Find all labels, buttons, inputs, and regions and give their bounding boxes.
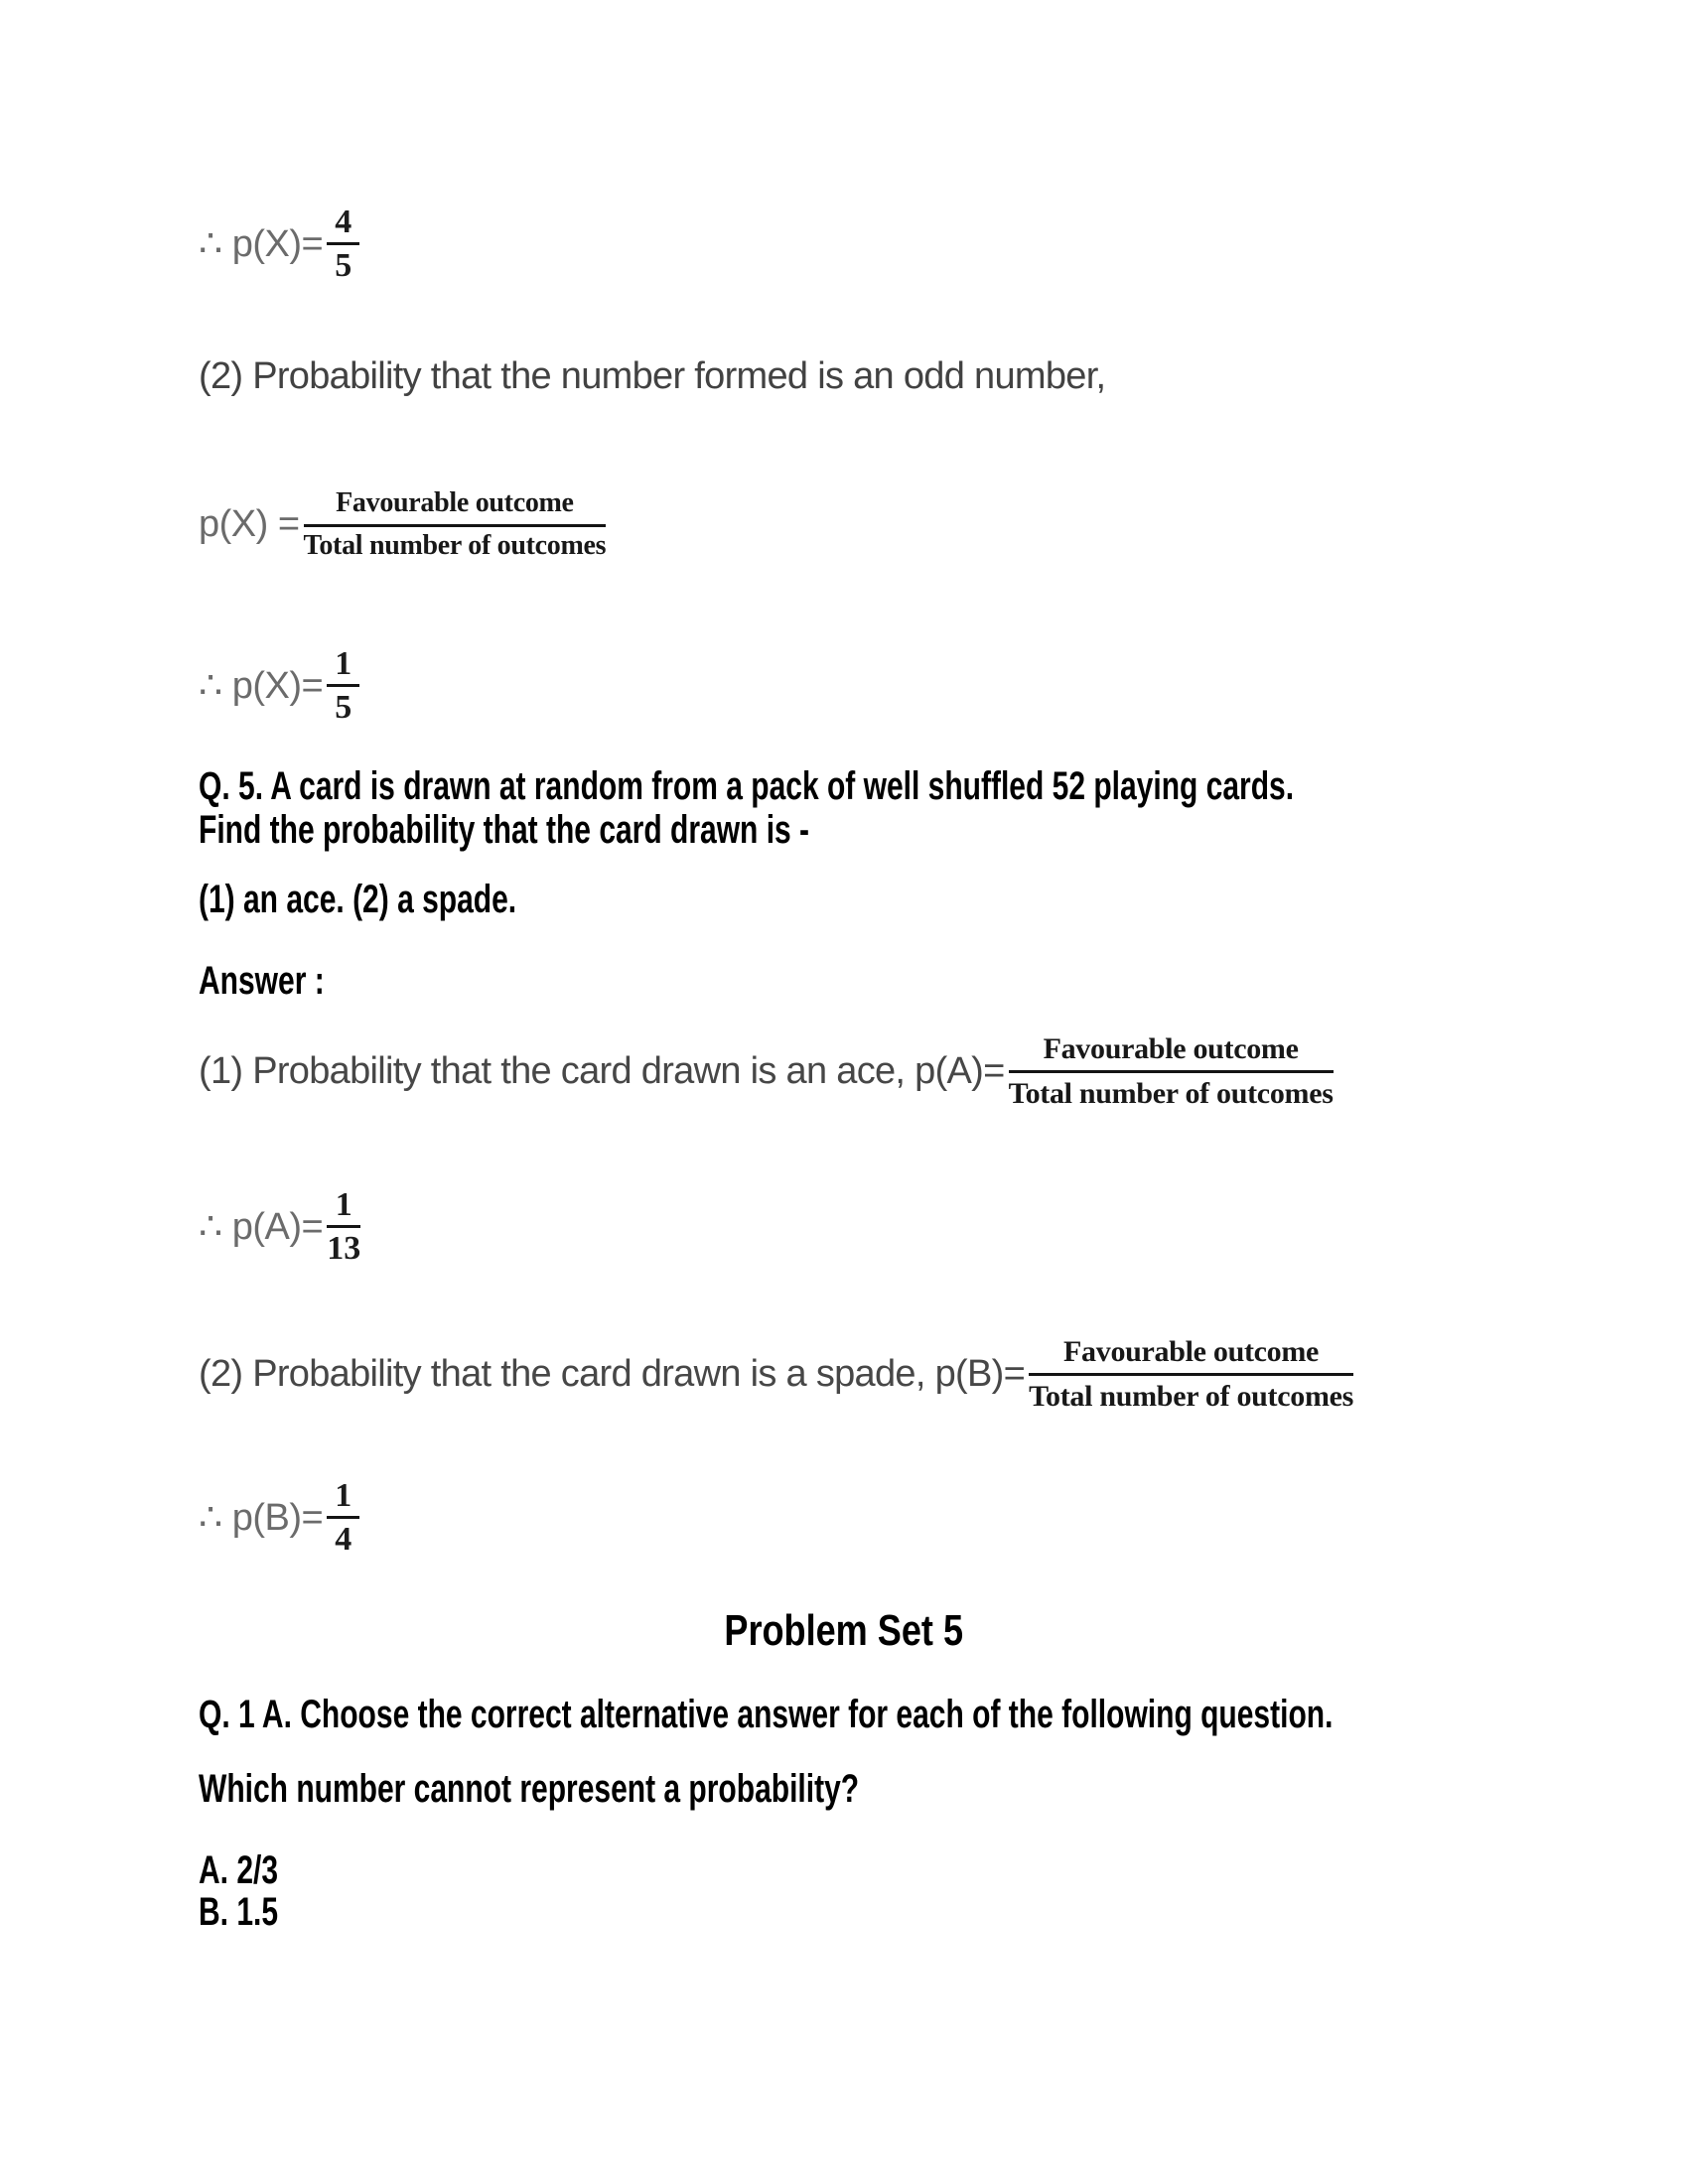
fraction-numerator: Favourable outcome <box>1009 1032 1334 1073</box>
problem-set-question: Which number cannot represent a probability? <box>199 1767 860 1811</box>
question5-line1: Q. 5. A card is drawn at random from a pack of well shuffled 52 playing cards. <box>199 764 1295 808</box>
problem-set-title: Problem Set 5 <box>724 1606 964 1655</box>
equation-prefix: ∴ p(X)= <box>199 665 324 708</box>
fraction-numerator: Favourable outcome <box>304 488 607 527</box>
option-b: B. 1.5 <box>199 1890 279 1934</box>
equation-prefix: ∴ p(B)= <box>199 1497 324 1540</box>
fraction-denominator: 5 <box>335 247 352 285</box>
fraction-numerator: 1 <box>327 1186 360 1228</box>
equation-prefix: p(X) = <box>199 503 300 546</box>
fraction-denominator: Total number of outcomes <box>1008 1077 1334 1110</box>
solution-part2-heading: (2) Probability that the number formed is an odd number, <box>199 355 1106 397</box>
fraction <box>327 1477 359 1559</box>
option-a: A. 2/3 <box>199 1848 279 1892</box>
fraction-numerator: 1 <box>327 1477 359 1519</box>
solution-ace-line <box>199 1032 1334 1110</box>
probability-formula-px <box>199 488 606 562</box>
fraction <box>304 488 607 562</box>
equation-px-result-one-fifth <box>199 645 359 727</box>
equation-pb-result <box>199 1477 359 1559</box>
problem-set-q1a: Q. 1 A. Choose the correct alternative answer for each of the following question. <box>199 1693 1334 1736</box>
fraction-denominator: Total number of outcomes <box>303 529 607 561</box>
solution-ace-text: (1) Probability that the card drawn is an ace, p(A)= <box>199 1049 1005 1092</box>
fraction-denominator: 4 <box>335 1521 352 1559</box>
equation-px-result-four-fifths <box>199 204 359 285</box>
equation-pa-result <box>199 1186 360 1268</box>
solution-spade-text: (2) Probability that the card drawn is a spade, p(B)= <box>199 1352 1026 1395</box>
fraction <box>327 1186 360 1268</box>
fraction-denominator: 13 <box>327 1230 361 1268</box>
solution-spade-line <box>199 1335 1353 1413</box>
equation-prefix: ∴ p(X)= <box>199 223 324 266</box>
fraction-denominator: Total number of outcomes <box>1029 1380 1354 1413</box>
equation-prefix: ∴ p(A)= <box>199 1206 324 1249</box>
fraction-numerator: 1 <box>327 645 359 687</box>
question5-text <box>199 764 1659 852</box>
question5-line2: Find the probability that the card drawn is - <box>199 808 810 852</box>
fraction-denominator: 5 <box>335 689 352 727</box>
fraction <box>1009 1032 1334 1110</box>
fraction-numerator: Favourable outcome <box>1029 1335 1353 1376</box>
fraction <box>1029 1335 1353 1413</box>
question5-subparts: (1) an ace. (2) a spade. <box>199 878 517 921</box>
fraction <box>327 204 359 285</box>
answer-label: Answer : <box>199 959 325 1003</box>
fraction-numerator: 4 <box>327 204 359 245</box>
fraction <box>327 645 359 727</box>
